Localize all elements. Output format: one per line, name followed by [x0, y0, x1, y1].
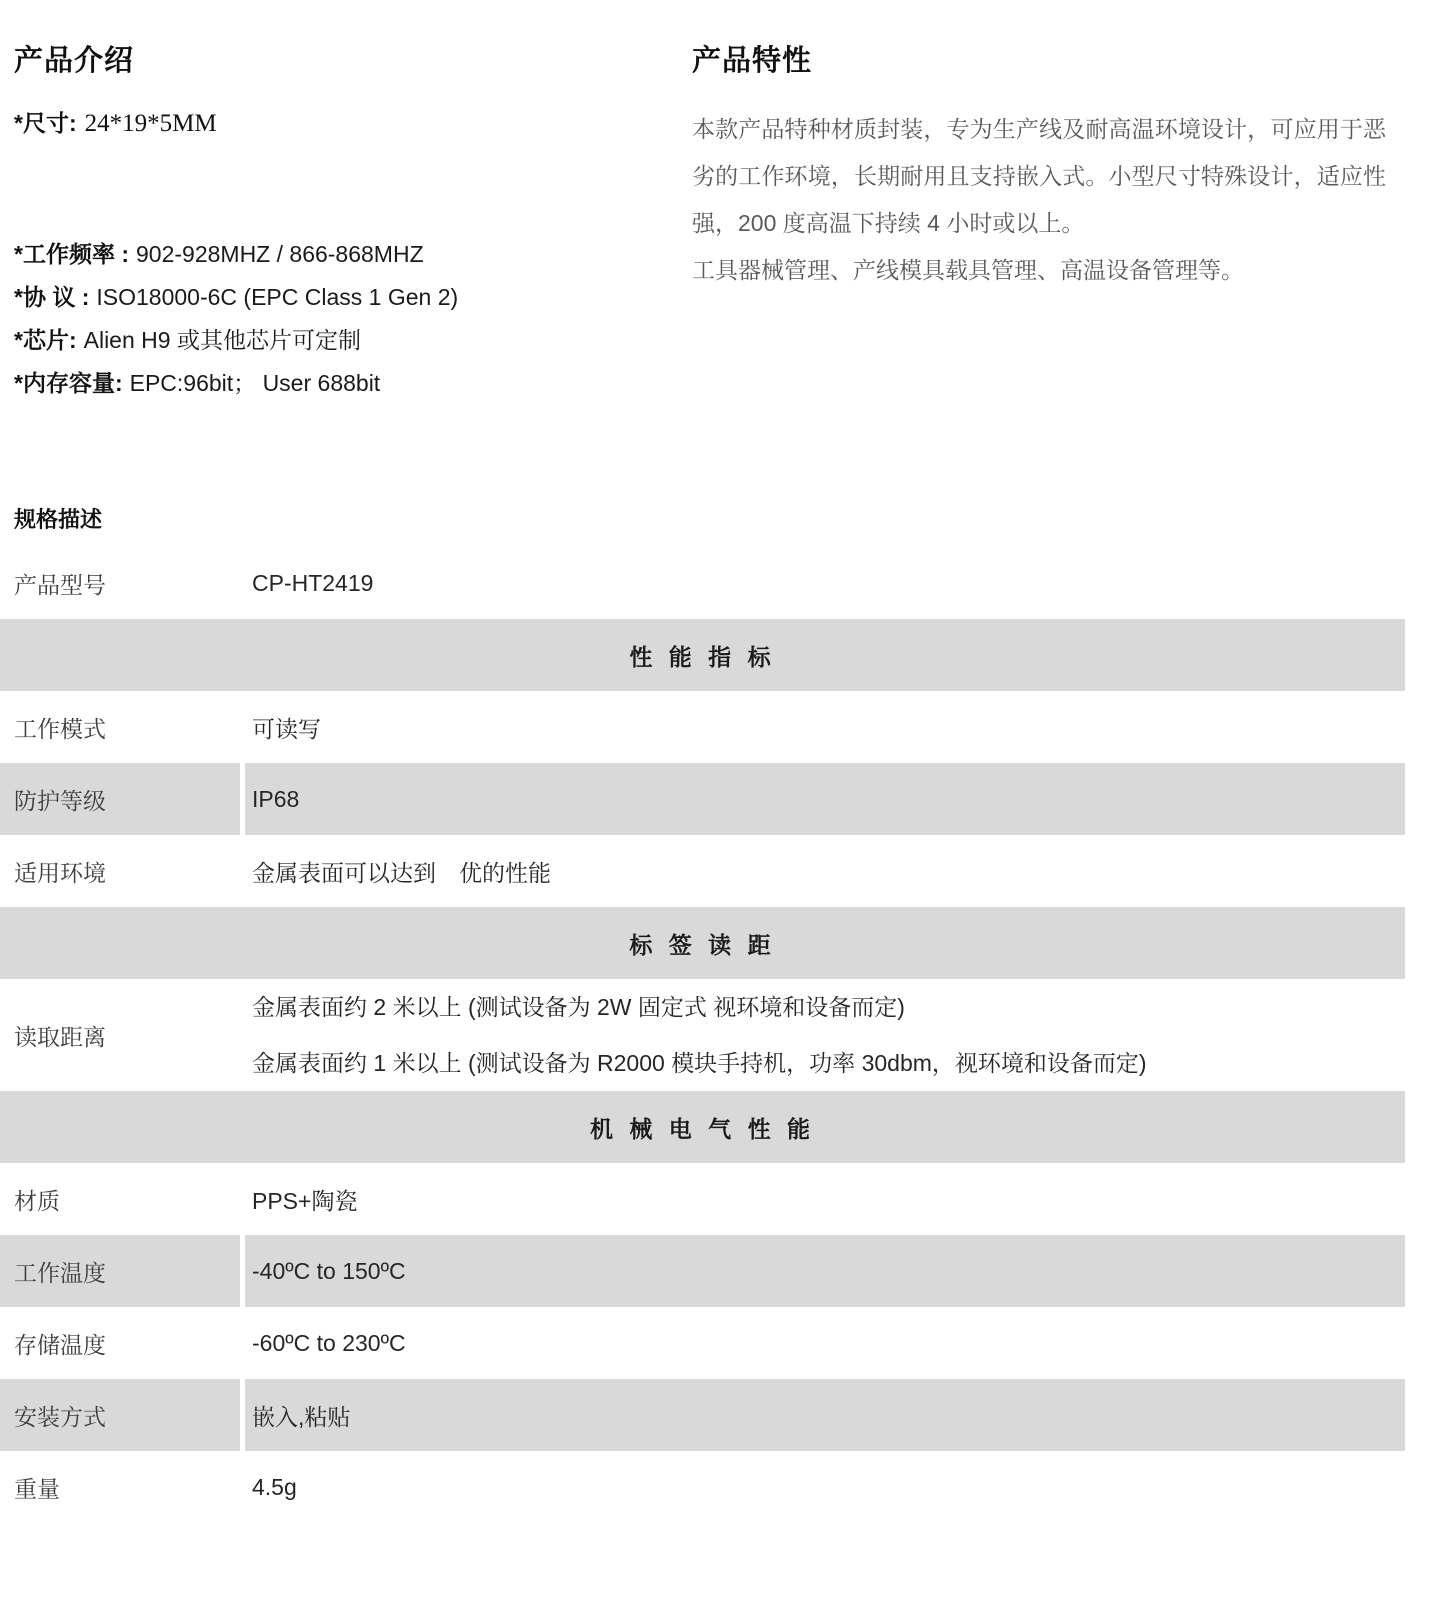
chip-label: *芯片:: [14, 327, 77, 353]
frequency-value: 902-928MHZ / 866-868MHZ: [136, 241, 424, 267]
product-features-column: [692, 45, 1404, 463]
protection-value: IP68: [245, 763, 1405, 835]
weight-label: 重量: [14, 1475, 60, 1502]
size-value: 24*19*5MM: [84, 110, 217, 137]
work-temp-label: 工作温度: [0, 1235, 240, 1307]
read-distance-values: [245, 979, 1405, 1091]
read-distance-fixed-reader: 金属表面约 2 米以上 (测试设备为 2W 固定式 视环境和设备而定): [252, 994, 905, 1020]
mounting-label: 安装方式: [0, 1379, 240, 1451]
spec-section-title: 规格描述: [14, 507, 103, 532]
protection-label: 防护等级: [0, 763, 240, 835]
table-row-mounting: [0, 1379, 1405, 1451]
memory-line: [14, 362, 692, 405]
work-mode-label: 工作模式: [14, 715, 106, 742]
table-row-model: [0, 547, 1405, 619]
band-performance: 性 能 指 标: [0, 619, 1405, 691]
storage-temp-label: 存储温度: [14, 1331, 106, 1358]
protocol-label: *协 议 :: [14, 284, 90, 310]
storage-temp-value: -60ºC to 230ºC: [252, 1329, 406, 1356]
frequency-label: *工作频率 :: [14, 241, 129, 267]
intro-title: 产品介绍: [14, 45, 135, 77]
features-applications: 工具器械管理、产线模具载具管理、高温设备管理等。: [692, 257, 1244, 283]
read-distance-handheld-reader: 金属表面约 1 米以上 (测试设备为 R2000 模块手持机，功率 30dbm，视环境和设备而定): [252, 1050, 1147, 1076]
chip-value: Alien H9 或其他芯片可定制: [83, 327, 361, 353]
table-row-environment: [0, 835, 1405, 907]
size-line: [14, 110, 692, 137]
read-distance-label: 读取距离: [14, 1023, 106, 1050]
protocol-line: [14, 276, 692, 319]
table-row-weight: [0, 1451, 1405, 1523]
environment-label: 适用环境: [14, 859, 106, 886]
material-label: 材质: [14, 1187, 60, 1214]
memory-label: *内存容量:: [14, 370, 123, 396]
product-intro-column: [0, 45, 692, 463]
weight-value: 4.5g: [252, 1473, 297, 1500]
top-section: [0, 0, 1449, 463]
spec-table: [0, 547, 1405, 1523]
table-row-protection: [0, 763, 1405, 835]
features-paragraph: 本款产品特种材质封装，专为生产线及耐高温环境设计，可应用于恶劣的工作环境，长期耐用且支持嵌入式。小型尺寸特殊设计，适应性强，200 度高温下持续 4 小时或以上。: [692, 116, 1386, 236]
memory-value: EPC:96bit； User 688bit: [129, 370, 381, 396]
environment-value: 金属表面可以达到 优的性能: [252, 859, 551, 886]
work-temp-value: -40ºC to 150ºC: [245, 1235, 1405, 1307]
table-row-material: [0, 1163, 1405, 1235]
material-value: PPS+陶瓷: [252, 1187, 358, 1214]
chip-line: [14, 319, 692, 362]
frequency-line: [14, 233, 692, 276]
table-row-work-temp: [0, 1235, 1405, 1307]
band-mechanical: 机 械 电 气 性 能: [0, 1091, 1405, 1163]
table-row-work-mode: [0, 691, 1405, 763]
work-mode-value: 可读写: [252, 715, 321, 742]
band-read-range: 标 签 读 距: [0, 907, 1405, 979]
size-label: *尺寸:: [14, 110, 77, 136]
table-row-read-distance: [0, 979, 1405, 1091]
table-row-storage-temp: [0, 1307, 1405, 1379]
intro-spec-lines: [14, 233, 692, 405]
model-label: 产品型号: [14, 571, 106, 598]
model-value: CP-HT2419: [252, 569, 374, 596]
mounting-value: 嵌入,粘贴: [245, 1379, 1405, 1451]
protocol-value: ISO18000-6C (EPC Class 1 Gen 2): [96, 284, 459, 310]
features-title: 产品特性: [692, 45, 813, 77]
